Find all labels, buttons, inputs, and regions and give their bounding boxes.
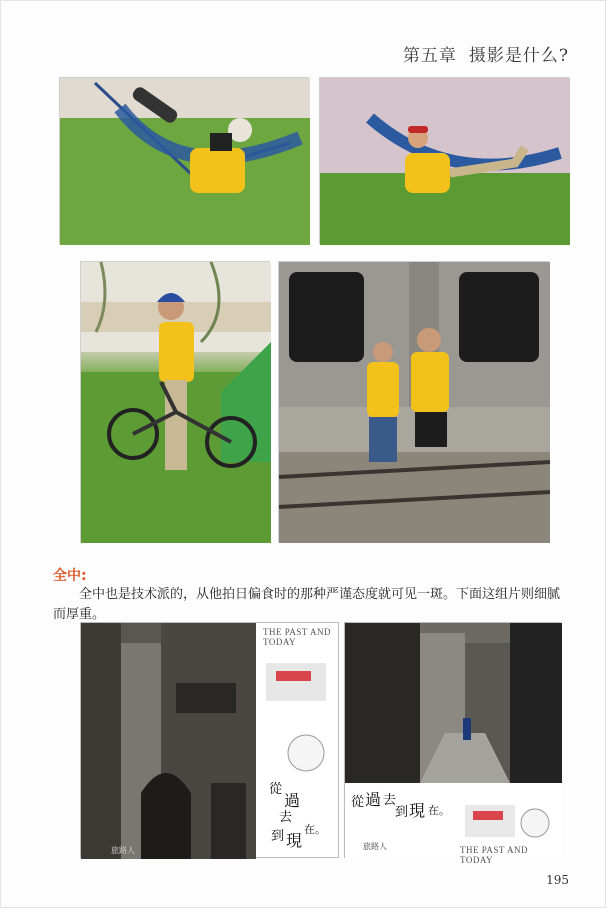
hammock-lake-scene	[320, 78, 570, 245]
caption-char-1: 從	[269, 782, 283, 797]
section-paragraph: 全中也是技术派的，从他拍日偏食时的那种严谨态度就可见一斑。下面这组片则细腻而厚重。	[53, 587, 561, 622]
caption-char-3: 去	[279, 810, 293, 825]
alley-walker-scene	[345, 623, 562, 859]
caption-char-5: 現	[409, 801, 426, 820]
photo-hammock-camera	[59, 77, 309, 244]
caption-char-4: 到	[271, 829, 285, 844]
caption-char-5: 現	[286, 831, 303, 850]
hammock-camera-scene	[60, 78, 310, 245]
logo-text: 旅路人	[111, 846, 135, 855]
photo-alley-walker	[344, 622, 561, 865]
railway-bridge-scene	[279, 262, 550, 543]
photo-cyclist	[80, 261, 270, 542]
logo-text: 旅路人	[363, 842, 387, 851]
caption-char-6: 在。	[304, 823, 326, 836]
page-number: 195	[546, 873, 569, 887]
old-alley-scene	[81, 623, 340, 859]
chapter-number: 第五章	[402, 46, 457, 66]
caption-char-6: 在。	[428, 804, 450, 817]
caption-char-2: 過	[284, 791, 301, 810]
photo-railway-bridge	[278, 261, 549, 542]
caption-char-2: 過	[365, 790, 382, 809]
magazine-title-line1: THE PAST AND	[263, 627, 332, 637]
magazine-title-line2: TODAY	[263, 637, 297, 647]
caption-char-4: 到	[395, 805, 409, 820]
caption-char-3: 去	[383, 793, 397, 808]
caption-char-1: 從	[351, 795, 365, 810]
magazine-title: THE PAST AND TODAY	[460, 845, 529, 865]
chapter-subject: 摄影是什么?	[468, 46, 569, 66]
chapter-header	[391, 41, 569, 66]
cyclist-scene	[81, 262, 271, 543]
photo-hammock-lake	[319, 77, 569, 244]
photo-old-alley-collage	[80, 622, 339, 858]
section-title: 全中:	[53, 568, 87, 584]
